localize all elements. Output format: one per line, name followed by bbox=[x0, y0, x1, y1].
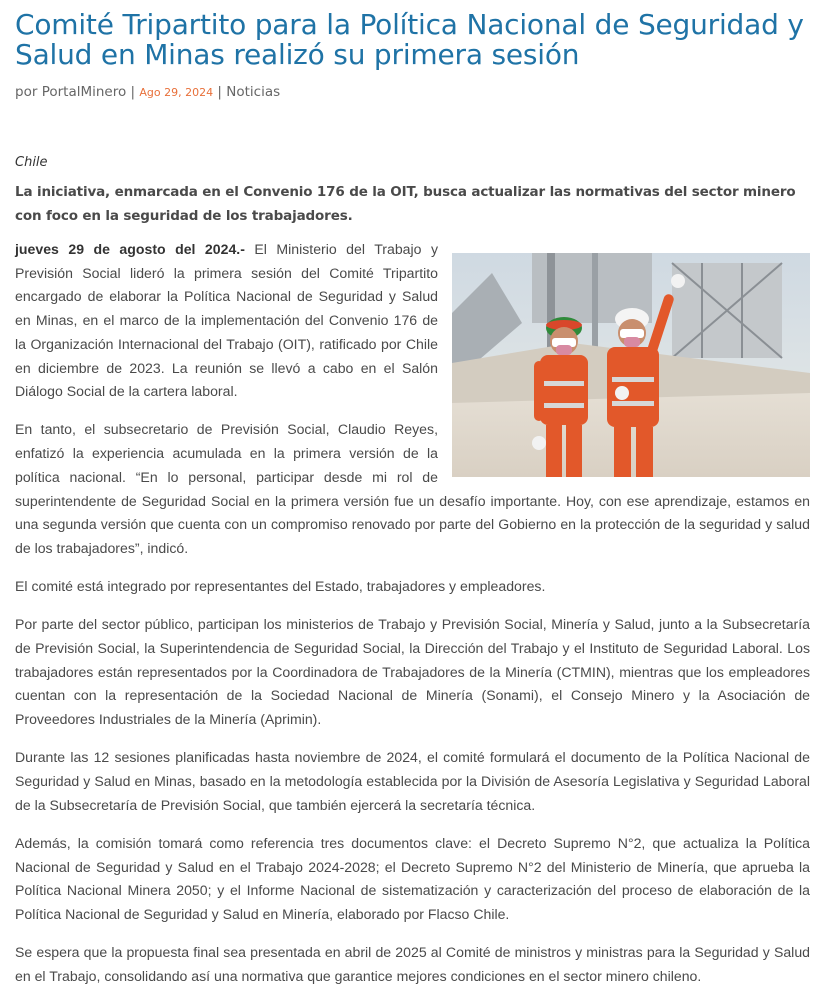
article-title: Comité Tripartito para la Política Nacional de Seguridad y Salud en Minas realizó su primera sesión bbox=[15, 8, 804, 71]
author-link[interactable]: PortalMinero bbox=[41, 84, 127, 100]
meta-separator: | bbox=[130, 84, 136, 100]
paragraph: Durante las 12 sesiones planificadas hasta noviembre de 2024, el comité formulará el documento de la Política Nacional de Seguridad y Salud en Minas, basado en la metodología establecida por la División de Asesoría Legislativa y Seguridad Laboral de la Subsecretaría de Previsión Social, que también ejercerá la secretaría técnica. bbox=[15, 749, 810, 813]
category-link[interactable]: Noticias bbox=[226, 84, 281, 100]
mine-workers-photo bbox=[452, 253, 810, 477]
article bbox=[15, 10, 810, 989]
paragraph: Se espera que la propuesta final sea presentada en abril de 2025 al Comité de ministros y ministras para la Seguridad y Salud en el Trabajo, consolidando así una normativa que garantice mejores condiciones en el sector minero chileno. bbox=[15, 944, 810, 984]
paragraph: En tanto, el subsecretario de Previsión Social, Claudio Reyes, enfatizó la experiencia acumulada en la primera versión de la política nacional. “En lo personal, participar desde mi rol de superintendente de Seguridad Social en la primera versión fue un desafío importante. Hoy, con ese aprendizaje, estamos en una segunda versión que cuenta con un compromiso renovado por parte del Gobierno en la protección de la seguridad y salud de los trabajadores”, indicó. bbox=[15, 421, 810, 556]
paragraph: jueves 29 de agosto del 2024.- El Ministerio del Trabajo y Previsión Social lideró la primera sesión del Comité Tripartito encargado de elaborar la Política Nacional de Seguridad y Salud en Minas, en el marco de la implementación del Convenio 176 de la Organización Internacional del Trabajo (OIT), ratificado por Chile en diciembre de 2023. La reunión se llevó a cabo en el Salón Diálogo Social de la cartera laboral. bbox=[15, 241, 438, 400]
paragraph: El comité está integrado por representantes del Estado, trabajadores y empleadores. bbox=[15, 578, 546, 595]
country-label: Chile bbox=[15, 155, 48, 170]
post-date: Ago 29, 2024 bbox=[139, 86, 214, 99]
paragraph: Además, la comisión tomará como referencia tres documentos clave: el Decreto Supremo N°2, que actualiza la Política Nacional de Seguridad y Salud en el Trabajo 2024-2028; el Decreto Supremo N°2 del Ministerio de Minería, que aprueba la Política Nacional Minera 2050; y el Informe Nacional de sistematización y caracterización del proceso de elaboración de la Política Nacional de Seguridad y Salud en Minería, elaborado por Flacso Chile. bbox=[15, 834, 810, 923]
article-lead: La iniciativa, enmarcada en el Convenio 176 de la OIT, busca actualizar las normativas del sector minero con foco en la seguridad de los trabajadores. bbox=[15, 184, 796, 224]
article-body bbox=[15, 238, 810, 989]
paragraph: Por parte del sector público, participan los ministerios de Trabajo y Previsión Social, Minería y Salud, junto a la Subsecretaría de Previsión Social, la Superintendencia de Seguridad Social, la Dirección del Trabajo y el Instituto de Seguridad Laboral. Los trabajadores están representados por la Coordinadora de Trabajadores de la Minería (CTMIN), mientras que los empleadores cuentan con la representación de la Sociedad Nacional de Minería (Sonami), el Consejo Minero y la Asociación de Proveedores Industriales de la Minería (Aprimin). bbox=[15, 616, 810, 728]
meta-separator: | bbox=[217, 84, 222, 100]
byline-prefix: por bbox=[15, 84, 38, 100]
dateline: jueves 29 de agosto del 2024.- bbox=[15, 241, 245, 257]
post-meta bbox=[15, 82, 810, 103]
